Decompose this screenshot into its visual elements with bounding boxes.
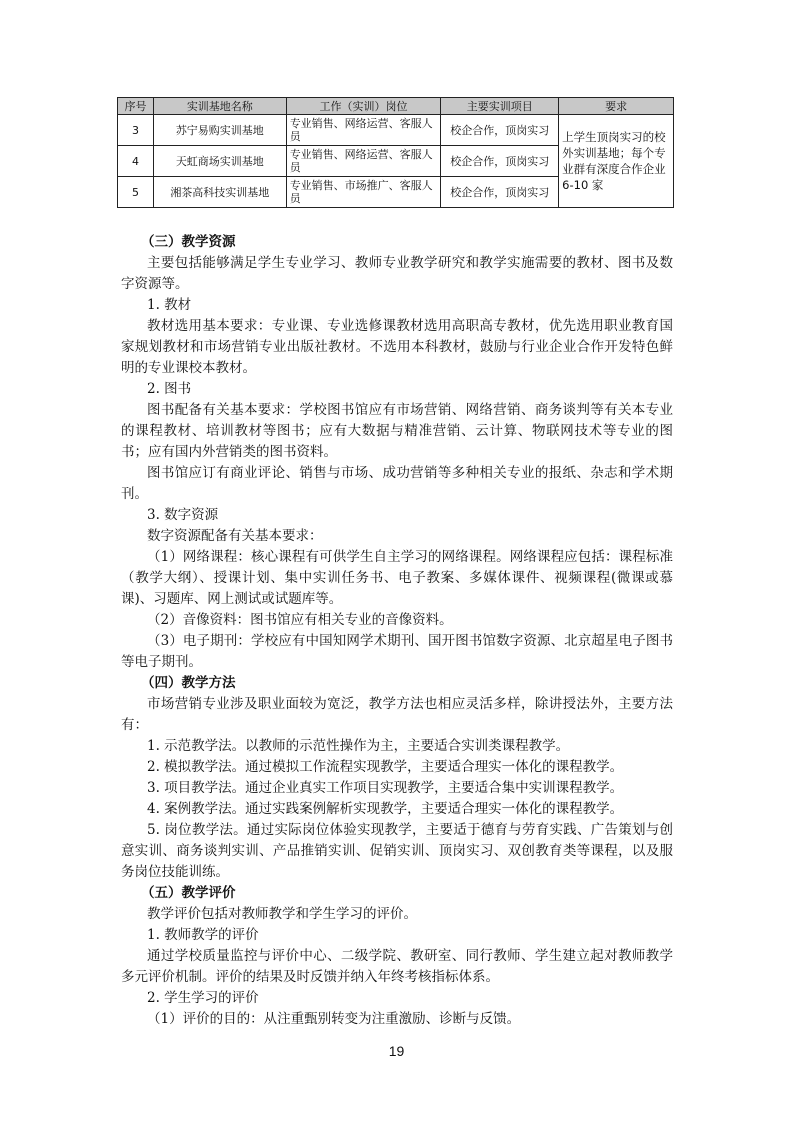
row-no: 4 <box>118 146 154 177</box>
paragraph: 数字资源配备有关基本要求： <box>147 528 323 544</box>
paragraph: 图书配备有关基本要求：学校图书馆应有市场营销、网络营销、商务谈判等有关本专业的课程教材、培训教材等图书；应有大数据与精准营销、云计算、物联网技术等专业的图书；应有国内外营销类的图书资料。 <box>121 402 673 460</box>
table-header-row <box>118 98 674 115</box>
paragraph: 市场营销专业涉及职业面较为宽泛，教学方法也相应灵活多样，除讲授法外，主要方法有： <box>121 696 673 733</box>
subheading-digital: 3. 数字资源 <box>147 507 219 523</box>
list-item: （1）网络课程：核心课程有可供学生自主学习的网络课程。网络课程应包括：课程标准（教学大纲）、授课计划、集中实训任务书、电子教案、多媒体课件、视频课程(微课或慕课)、习题库、网上测试或试题库等。 <box>121 549 673 607</box>
row-project: 校企合作，顶岗实习 <box>441 115 559 146</box>
list-item: 1. 示范教学法。以教师的示范性操作为主，主要适合实训类课程教学。 <box>147 738 570 754</box>
row-post: 专业销售、网络运营、客服人员 <box>286 115 441 146</box>
row-name: 湘茶高科技实训基地 <box>153 177 286 208</box>
list-item: 2. 模拟教学法。通过模拟工作流程实现教学，主要适合理实一体化的课程教学。 <box>147 759 624 775</box>
paragraph: 图书馆应订有商业评论、销售与市场、成功营销等多种相关专业的报纸、杂志和学术期刊。 <box>121 465 673 502</box>
header-requirement: 要求 <box>559 98 674 115</box>
header-project: 主要实训项目 <box>441 98 559 115</box>
list-item: 4. 案例教学法。通过实践案例解析实现教学，主要适合理实一体化的课程教学。 <box>147 801 624 817</box>
list-item: 3. 项目教学法。通过企业真实工作项目实现教学，主要适合集中实训课程教学。 <box>147 780 624 796</box>
page-number: 19 <box>388 1043 405 1059</box>
section-heading-resources: （三）教学资源 <box>141 234 236 250</box>
subheading-teacher-eval: 1. 教师教学的评价 <box>147 927 259 943</box>
training-base-table <box>117 97 674 208</box>
paragraph: 主要包括能够满足学生专业学习、教师专业教学研究和教学实施需要的教材、图书及数字资源等。 <box>121 255 673 292</box>
row-post: 专业销售、市场推广、客服人员 <box>286 177 441 208</box>
subheading-textbooks: 1. 教材 <box>147 297 192 313</box>
section-heading-methods: （四）教学方法 <box>141 675 236 691</box>
list-item: （1）评价的目的：从注重甄别转变为注重激励、诊断与反馈。 <box>147 1011 521 1027</box>
paragraph: 教学评价包括对教师教学和学生学习的评价。 <box>147 906 417 922</box>
header-no: 序号 <box>118 98 154 115</box>
table-row <box>118 115 674 146</box>
paragraph: 通过学校质量监控与评价中心、二级学院、教研室、同行教师、学生建立起对教师教学多元评价机制。评价的结果及时反馈并纳入年终考核指标体系。 <box>121 948 673 985</box>
row-no: 3 <box>118 115 154 146</box>
body-text <box>121 232 673 1030</box>
paragraph: 教材选用基本要求：专业课、专业选修课教材选用高职高专教材，优先选用职业教育国家规划教材和市场营销专业出版社教材。不选用本科教材，鼓励与行业企业合作开发特色鲜明的专业课校本教材。 <box>121 318 673 376</box>
header-name: 实训基地名称 <box>153 98 286 115</box>
section-heading-evaluation: （五）教学评价 <box>141 885 236 901</box>
row-no: 5 <box>118 177 154 208</box>
row-project: 校企合作，顶岗实习 <box>441 177 559 208</box>
row-requirement: 上学生顶岗实习的校外实训基地；每个专业群有深度合作企业 6-10 家 <box>559 115 674 208</box>
row-post: 专业销售、网络运营、客服人员 <box>286 146 441 177</box>
subheading-student-eval: 2. 学生学习的评价 <box>147 990 259 1006</box>
list-item: 5. 岗位教学法。通过实际岗位体验实现教学，主要适于德育与劳育实践、广告策划与创意实训、商务谈判实训、产品推销实训、促销实训、顶岗实习、双创教育类等课程，以及服务岗位技能训练。 <box>121 822 673 880</box>
row-name: 苏宁易购实训基地 <box>153 115 286 146</box>
list-item: （2）音像资料：图书馆应有相关专业的音像资料。 <box>147 612 453 628</box>
subheading-books: 2. 图书 <box>147 381 192 397</box>
row-project: 校企合作，顶岗实习 <box>441 146 559 177</box>
row-name: 天虹商场实训基地 <box>153 146 286 177</box>
list-item: （3）电子期刊：学校应有中国知网学术期刊、国开图书馆数字资源、北京超星电子图书等电子期刊。 <box>121 633 673 670</box>
header-post: 工作（实训）岗位 <box>286 98 441 115</box>
